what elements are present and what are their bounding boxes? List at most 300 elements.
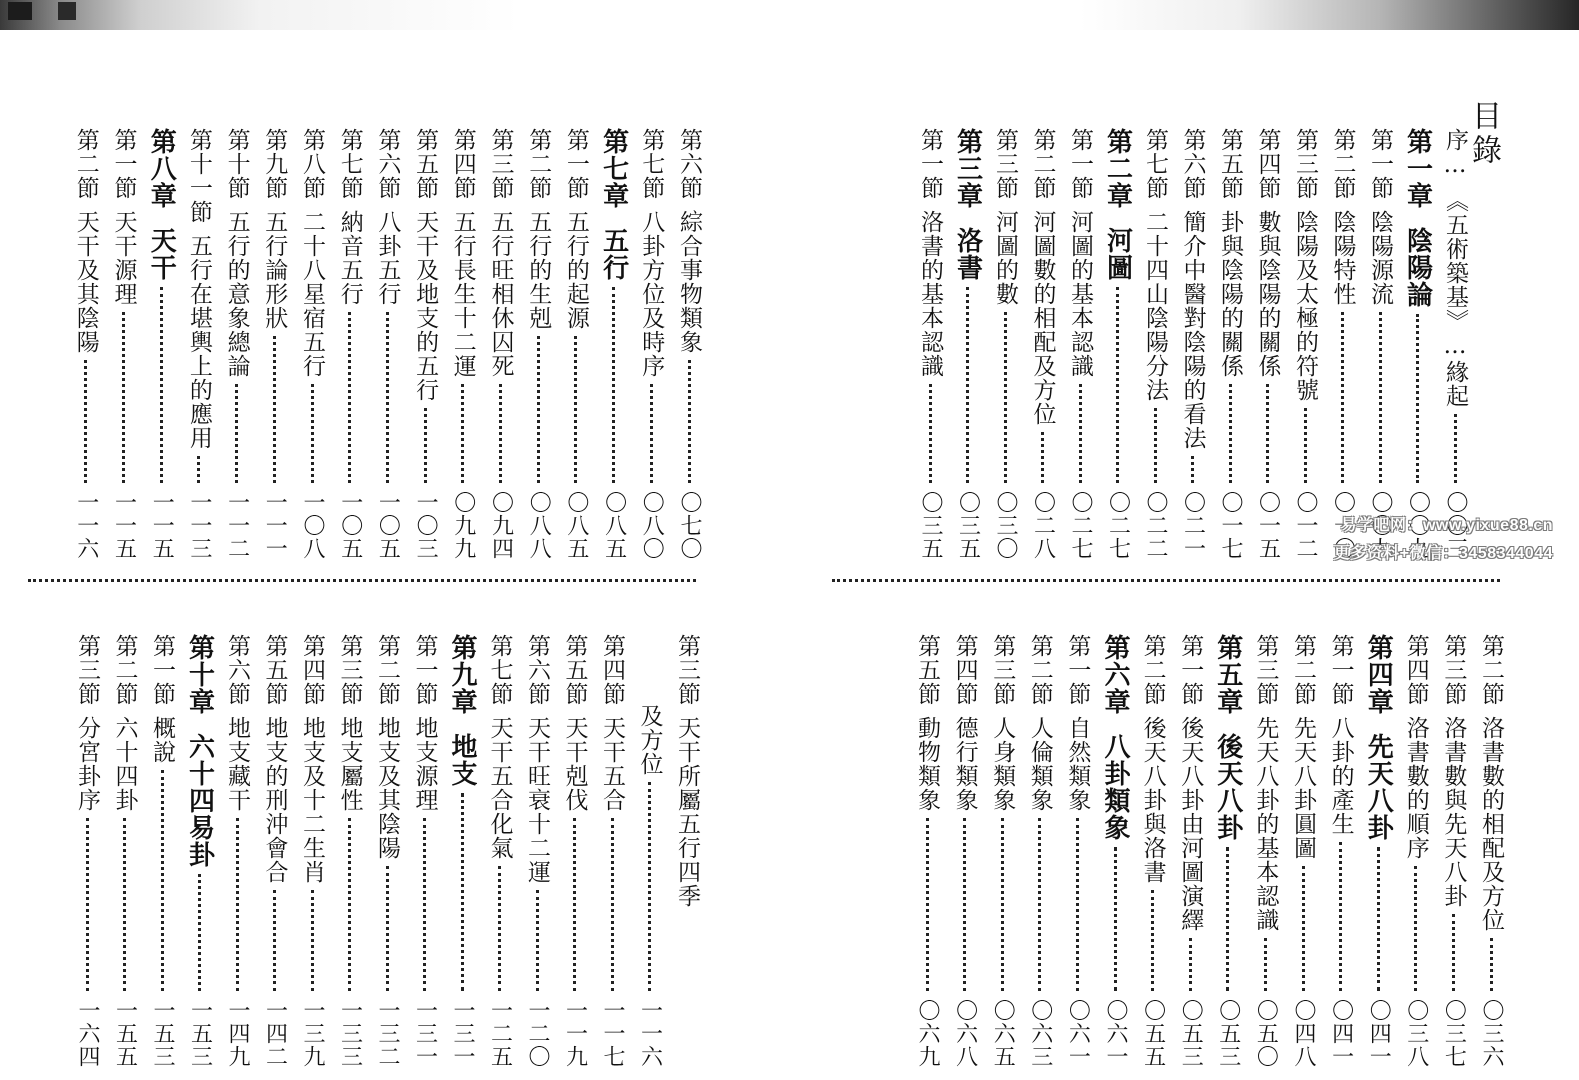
page-number: 〇三六	[1479, 999, 1504, 1068]
section-number: 第五節	[261, 634, 288, 706]
section-title: 《五術築基》…緣起	[1442, 189, 1468, 408]
section-number: 第五節	[1217, 128, 1243, 200]
leader-dots	[1076, 818, 1079, 991]
section-number: 第二節	[1290, 634, 1316, 706]
section-number: 第二節	[1478, 634, 1504, 706]
scan-top-band	[0, 0, 1579, 30]
leader-dots	[273, 890, 276, 991]
toc-entry	[260, 634, 290, 1068]
leader-dots	[648, 782, 651, 991]
page-number: 一四二	[262, 999, 288, 1068]
leader-dots	[1341, 312, 1344, 483]
section-title: 人身類象	[989, 716, 1016, 812]
section-title: 五行論形狀	[261, 210, 288, 330]
page-number: 〇三八	[1403, 999, 1429, 1068]
leader-dots	[160, 287, 163, 483]
section-number: 第五節	[914, 634, 940, 706]
toc-entry	[523, 128, 553, 560]
toc-entry	[522, 634, 552, 1068]
page-number: 〇九九	[450, 491, 476, 560]
section-title: 洛書數的相配及方位	[1478, 716, 1504, 932]
section-number: 第一節	[1067, 128, 1093, 200]
section-number: 第二節	[374, 634, 400, 706]
page-number: 〇〇三	[1443, 491, 1468, 560]
page-number: 一三二	[375, 999, 400, 1068]
watermark-line-1: 易学吧网：www.yixue88.cn	[1340, 517, 1553, 534]
page-number: 〇〇九	[1405, 491, 1431, 560]
section-number: 第一節	[562, 128, 589, 200]
leader-dots	[612, 287, 615, 483]
leader-dots	[1266, 384, 1269, 483]
section-number: 第七節	[638, 128, 665, 200]
section-title: 天干源理	[110, 210, 137, 306]
section-title: 地支及其陰陽	[374, 716, 400, 860]
section-number: 第六節	[524, 634, 550, 706]
section-title: 地支源理	[411, 716, 438, 812]
toc-entry	[372, 634, 402, 1068]
toc-entry	[1062, 634, 1092, 1068]
section-number: 第三節	[674, 634, 700, 706]
section-title: 天干五合	[599, 716, 625, 812]
leader-dots	[611, 818, 614, 991]
section-number: 第一節	[1327, 634, 1354, 706]
chapter-title: 天干	[146, 227, 177, 281]
toc-entry	[1253, 128, 1283, 560]
toc-entry	[1140, 128, 1170, 560]
toc-entry	[597, 634, 627, 1068]
leader-dots	[650, 384, 653, 483]
page-number: 〇六三	[1027, 999, 1053, 1068]
section-title: 五行的生剋	[525, 210, 552, 330]
toc-entry	[1290, 128, 1320, 560]
chapter-title: 河圖	[1102, 227, 1133, 281]
section-title: 天干剋伐	[561, 716, 588, 812]
leader-dots	[86, 818, 89, 991]
section-number: 第一節	[1367, 128, 1393, 200]
section-number: 第一節	[411, 634, 438, 706]
right-divider	[832, 579, 1500, 582]
scan-mark	[8, 2, 32, 20]
leader-dots	[1001, 818, 1004, 991]
section-number: 第九節	[261, 128, 288, 200]
section-title: 洛書數與先天八卦	[1440, 716, 1467, 908]
leader-dots	[573, 818, 576, 991]
leader-dots	[963, 818, 966, 991]
leader-dots	[461, 384, 464, 483]
page-number: 一一六	[73, 491, 99, 560]
page-number: 一一一	[262, 491, 288, 560]
section-title: 動物類象	[914, 716, 940, 812]
section-title: 天干及地支的五行	[412, 210, 439, 402]
toc-entry	[485, 634, 515, 1068]
page-number: 〇七〇	[677, 491, 702, 560]
chapter-number: 第一章	[1402, 128, 1433, 209]
page-number: 〇六一	[1103, 999, 1128, 1068]
section-title: 德行類象	[951, 716, 978, 812]
page-number: 一〇五	[375, 491, 401, 560]
leader-dots	[1116, 287, 1119, 483]
leader-dots	[537, 336, 540, 483]
leader-dots	[273, 336, 276, 483]
page-number: 〇五〇	[1253, 999, 1279, 1068]
page-number: 一三三	[337, 999, 363, 1068]
page-number: 〇三五	[918, 491, 943, 560]
leader-dots	[574, 336, 577, 483]
chapter-number: 第三章	[952, 128, 983, 209]
section-number: 第八節	[299, 128, 325, 200]
section-title: 數與陰陽的關係	[1254, 210, 1281, 378]
leader-dots	[1229, 384, 1232, 483]
page-number: 一〇八	[300, 491, 325, 560]
section-number: 第三節	[992, 128, 1018, 200]
section-title: 五行長生十二運	[449, 210, 476, 378]
section-number: 第四節	[599, 634, 625, 706]
leader-dots	[348, 312, 351, 483]
leader-dots	[1114, 847, 1117, 991]
section-number: 第十節	[223, 128, 250, 200]
section-number: 第二節	[1329, 128, 1356, 200]
toc-chapter-entry	[1403, 128, 1433, 560]
chapter-title: 先天八卦	[1363, 733, 1394, 841]
section-number: 第四節	[951, 634, 978, 706]
toc-entry	[1365, 128, 1395, 560]
chapter-title: 洛書	[952, 227, 983, 281]
section-title: 洛書數的順序	[1402, 716, 1429, 860]
chapter-title: 陰陽論	[1402, 227, 1433, 308]
page-number: 一〇五	[337, 491, 363, 560]
section-title: 二十八星宿五行	[299, 210, 325, 378]
leader-dots	[235, 384, 238, 483]
toc-entry	[1476, 634, 1506, 1068]
toc-entry	[297, 128, 327, 560]
leader-dots	[1490, 938, 1493, 991]
page-number: 〇三五	[955, 491, 981, 560]
page-number: 一五三	[150, 999, 175, 1068]
leader-dots	[926, 818, 929, 991]
section-number: 序…	[1442, 128, 1468, 179]
toc-entry	[1440, 128, 1470, 560]
toc-entry	[410, 634, 440, 1068]
page-number: 〇二一	[1180, 491, 1206, 560]
toc-chapter-entry	[447, 634, 477, 1068]
toc-entry	[987, 634, 1017, 1068]
toc-chapter-entry	[1363, 634, 1393, 1068]
toc-chapter-entry	[953, 128, 983, 560]
chapter-number: 第四章	[1363, 634, 1394, 715]
section-title: 卦與陰陽的關係	[1217, 210, 1243, 378]
section-title: 概說	[149, 716, 175, 764]
toc-entry	[109, 128, 139, 560]
section-title: 天干旺衰十二運	[524, 716, 550, 884]
leader-dots	[1151, 890, 1154, 991]
toc-entry	[1138, 634, 1168, 1068]
section-title: 納音五行	[336, 210, 363, 306]
toc-entry	[950, 634, 980, 1068]
section-title: 天干及其陰陽	[72, 210, 99, 354]
leader-dots	[461, 793, 464, 991]
leader-dots	[123, 818, 126, 991]
toc-heading: 目錄	[1466, 100, 1501, 168]
leader-dots	[499, 384, 502, 483]
leader-dots	[1302, 866, 1305, 991]
toc-entry	[335, 634, 365, 1068]
toc-chapter-entry	[185, 634, 215, 1068]
section-title: 簡介中醫對陰陽的看法	[1179, 210, 1206, 450]
section-title: 綜合事物類象	[676, 210, 702, 354]
toc-entry	[1250, 634, 1280, 1068]
toc-chapter-entry	[1100, 634, 1130, 1068]
leader-dots	[236, 818, 239, 991]
page-number: 一四九	[225, 999, 250, 1068]
page-number: 〇一五	[1255, 491, 1281, 560]
toc-entry	[1175, 634, 1205, 1068]
chapter-title: 後天八卦	[1212, 733, 1243, 841]
section-number: 第一節	[149, 634, 175, 706]
page-number: 〇二七	[1068, 491, 1093, 560]
page-number: 〇八五	[601, 491, 627, 560]
toc-entry	[561, 128, 591, 560]
page-number: 〇八八	[526, 491, 552, 560]
page-number: 〇九四	[488, 491, 514, 560]
section-title: 河圖的數	[992, 210, 1018, 306]
section-title: 五行的起源	[562, 210, 589, 330]
section-number: 第三節	[487, 128, 514, 200]
section-number: 第四節	[449, 128, 476, 200]
toc-entry	[1065, 128, 1095, 560]
section-number: 第七節	[1142, 128, 1168, 200]
page-number: 一二五	[487, 999, 513, 1068]
page-number: 一五三	[187, 999, 213, 1068]
page-number: 〇一〇	[1330, 491, 1356, 560]
page-number: 一五五	[112, 999, 138, 1068]
leader-dots	[311, 384, 314, 483]
toc-entry	[560, 634, 590, 1068]
toc-entry	[1401, 634, 1431, 1068]
toc-entry	[448, 128, 478, 560]
page-number: 〇四八	[1291, 999, 1316, 1068]
page-number: 〇六五	[990, 999, 1016, 1068]
leader-dots	[1226, 847, 1229, 991]
section-number: 第六節	[374, 128, 401, 200]
page-number: 〇五三	[1215, 999, 1241, 1068]
watermark-line-2: 更多资料+微信：3458344044	[1333, 545, 1553, 562]
toc-chapter-entry	[146, 128, 176, 560]
chapter-number: 第七章	[598, 128, 629, 209]
chapter-title: 六十四易卦	[184, 733, 215, 868]
section-number: 第七節	[486, 634, 513, 706]
section-number: 第四節	[1402, 634, 1429, 706]
page-number: 一〇三	[413, 491, 439, 560]
page-number: 一一二	[224, 491, 250, 560]
leader-dots	[1038, 818, 1041, 991]
section-number: 第六節	[1179, 128, 1206, 200]
toc-entry	[486, 128, 516, 560]
toc-entry	[335, 128, 365, 560]
page-number: 〇八〇	[639, 491, 665, 560]
chapter-number: 第十章	[184, 634, 215, 715]
section-title: 先天八卦圓圖	[1290, 716, 1316, 860]
section-title: 八卦的產生	[1327, 716, 1354, 836]
chapter-title: 地支	[447, 733, 477, 787]
chapter-number: 第六章	[1100, 634, 1130, 715]
page-number: 〇六九	[915, 999, 940, 1068]
toc-chapter-entry	[599, 128, 629, 560]
toc-entry	[72, 634, 102, 1068]
section-title: 自然類象	[1064, 716, 1091, 812]
leader-dots	[161, 770, 164, 991]
section-title: 地支屬性	[336, 716, 363, 812]
page-number: 〇八五	[563, 491, 589, 560]
leader-dots	[423, 818, 426, 991]
toc-entry	[297, 634, 327, 1068]
leader-dots	[929, 384, 932, 483]
section-number: 第一節	[110, 128, 137, 200]
section-title: 地支及十二生肖	[299, 716, 325, 884]
section-title: 地支藏干	[224, 716, 250, 812]
page-number: 一三一	[412, 999, 438, 1068]
leader-dots	[1379, 312, 1382, 483]
page-number: 一一五	[149, 491, 175, 560]
chapter-number: 第五章	[1212, 634, 1243, 715]
section-title: 五行旺相休囚死	[487, 210, 514, 378]
page-number: 〇五三	[1178, 999, 1204, 1068]
section-number: 第二節	[72, 128, 99, 200]
section-number: 第二節	[111, 634, 138, 706]
leader-dots	[386, 866, 389, 991]
leader-dots	[1191, 456, 1194, 483]
section-number: 第二節	[1026, 634, 1053, 706]
section-number: 第二節	[1029, 128, 1056, 200]
toc-entry	[1178, 128, 1208, 560]
section-title: 五行在堪輿上的應用	[185, 234, 212, 450]
toc-entry	[259, 128, 289, 560]
section-title: 陰陽源流	[1367, 210, 1393, 306]
toc-entry	[672, 634, 702, 1068]
section-title: 五行的意象總論	[223, 210, 250, 378]
page-number: 〇六一	[1065, 999, 1091, 1068]
leader-dots	[424, 408, 427, 483]
page-number: 〇五五	[1140, 999, 1166, 1068]
section-title: 天干五合化氣	[486, 716, 513, 860]
page-number: 一一三	[186, 491, 212, 560]
leader-dots	[1154, 408, 1157, 483]
page-number: 〇一二	[1293, 491, 1318, 560]
toc-entry	[147, 634, 177, 1068]
section-number: 第三節	[1440, 634, 1467, 706]
page-number: 〇三七	[1441, 999, 1467, 1068]
section-number: 第三節	[74, 634, 100, 706]
page-number: 〇二八	[1030, 491, 1056, 560]
toc-entry	[912, 634, 942, 1068]
section-number: 第二節	[525, 128, 552, 200]
leader-dots	[84, 360, 87, 483]
chapter-number: 第二章	[1102, 128, 1133, 209]
leader-dots	[1339, 842, 1342, 991]
page-number: 一三九	[300, 999, 325, 1068]
section-number: 第十一節	[185, 128, 212, 224]
toc-entry	[222, 634, 252, 1068]
section-title: 分宮卦序	[74, 716, 100, 812]
toc-entry	[110, 634, 140, 1068]
section-title: 八卦方位及時序	[638, 210, 665, 378]
section-number: 第六節	[676, 128, 702, 200]
section-number: 第六節	[224, 634, 250, 706]
chapter-number: 第八章	[146, 128, 177, 209]
leader-dots	[311, 890, 314, 991]
page-number: 〇四一	[1366, 999, 1392, 1068]
section-number: 第五節	[412, 128, 439, 200]
leader-dots	[1304, 408, 1307, 483]
toc-entry	[1326, 634, 1356, 1068]
section-title: 二十四山陰陽分法	[1142, 210, 1168, 402]
toc-chapter-entry	[1103, 128, 1133, 560]
leader-dots	[1041, 432, 1044, 483]
toc-entry	[915, 128, 945, 560]
leader-dots	[498, 866, 501, 991]
leader-dots	[1416, 314, 1419, 483]
toc-entry	[1028, 128, 1058, 560]
page-number: 一一六	[637, 999, 663, 1068]
page-number: 一一五	[111, 491, 137, 560]
leader-dots	[198, 874, 201, 991]
leader-dots	[386, 312, 389, 483]
page-number: 一三一	[450, 999, 475, 1068]
toc-entry	[71, 128, 101, 560]
section-number: 第七節	[336, 128, 363, 200]
toc-entry	[635, 634, 665, 1068]
toc-entry	[372, 128, 402, 560]
section-number: 第五節	[561, 634, 588, 706]
toc-entry	[222, 128, 252, 560]
page-number: 一一九	[562, 999, 588, 1068]
toc-entry	[1215, 128, 1245, 560]
scan-mark	[58, 2, 76, 20]
page-number: 一六四	[75, 999, 100, 1068]
leader-dots	[1377, 847, 1380, 991]
section-number: 第四節	[299, 634, 325, 706]
page-number: 一一七	[600, 999, 625, 1068]
section-number: 第二節	[1139, 634, 1166, 706]
section-title: 河圖數的相配及方位	[1029, 210, 1056, 426]
section-number: 第三節	[336, 634, 363, 706]
section-title: 河圖的基本認識	[1067, 210, 1093, 378]
leader-dots	[197, 456, 200, 483]
section-number: 第一節	[1064, 634, 1091, 706]
section-title: 後天八卦與洛書	[1139, 716, 1166, 884]
section-number: 第三節	[1252, 634, 1279, 706]
toc-entry	[1288, 634, 1318, 1068]
leader-dots	[1414, 866, 1417, 991]
toc-entry	[184, 128, 214, 560]
section-number: 第三節	[1292, 128, 1318, 200]
leader-dots	[1452, 914, 1455, 991]
leader-dots	[122, 312, 125, 483]
leader-dots	[688, 360, 691, 483]
section-title: 天干所屬五行四季	[674, 716, 700, 908]
page-number: 〇六八	[952, 999, 978, 1068]
section-title: 陰陽及太極的符號	[1292, 210, 1318, 402]
page-number: 〇三〇	[993, 491, 1018, 560]
section-title: 陰陽特性	[1329, 210, 1356, 306]
section-title: 人倫類象	[1026, 716, 1053, 812]
section-title: 後天八卦由河圖演繹	[1177, 716, 1204, 932]
chapter-title: 八卦類象	[1100, 733, 1130, 841]
page-number: 〇〇九	[1368, 491, 1393, 560]
toc-entry	[1025, 634, 1055, 1068]
section-title: 地支的刑沖會合	[261, 716, 288, 884]
leader-dots	[1454, 414, 1457, 483]
section-title: 八卦五行	[374, 210, 401, 306]
